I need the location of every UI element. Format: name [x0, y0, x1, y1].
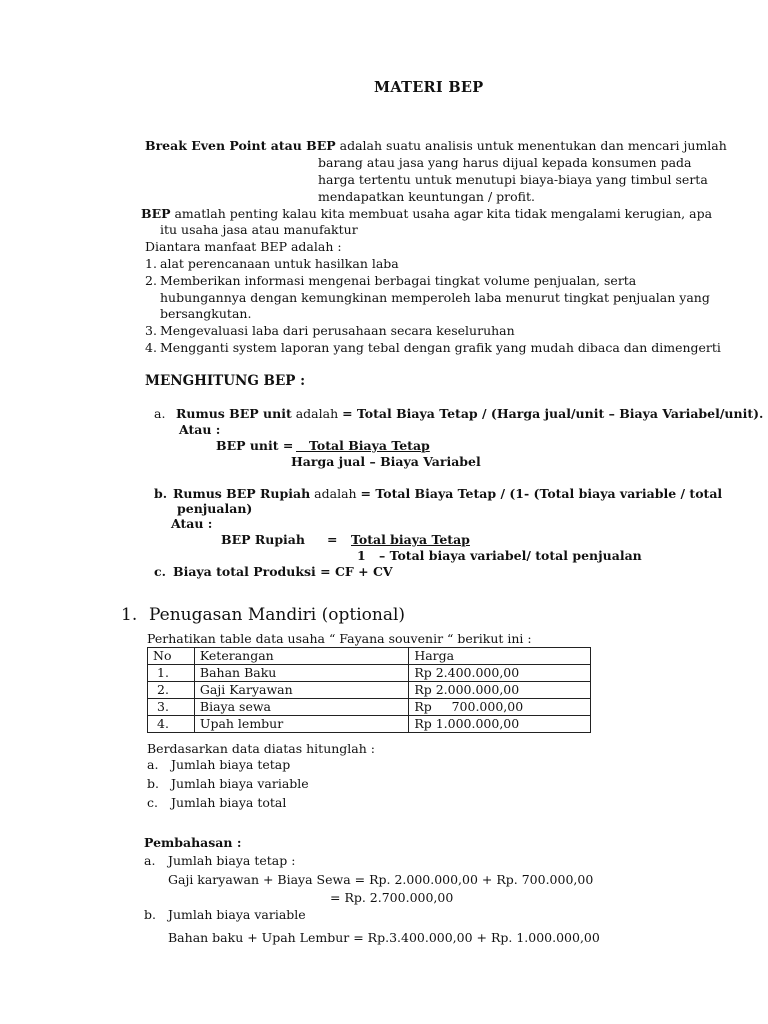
section-1-intro: Perhatikan table data usaha “ Fayana souvenir “ berikut ini : — [147, 631, 532, 646]
formula-a-numerator: Total Biaya Tetap — [296, 438, 430, 453]
task-a-marker: a. — [147, 757, 159, 772]
formula-a-denominator: Harga jual – Biaya Variabel — [291, 454, 481, 469]
table-cell: Gaji Karyawan — [194, 682, 408, 699]
table-row — [148, 665, 591, 682]
section-1-heading: Penugasan Mandiri (optional) — [149, 605, 406, 625]
pembahasan-a-title: Jumlah biaya tetap : — [168, 853, 296, 868]
page-title: MATERI BEP — [374, 79, 484, 96]
formula-c-text: Biaya total Produksi = CF + CV — [173, 564, 393, 579]
formula-b-marker: b. — [154, 486, 168, 501]
table-header-cell: Keterangan — [194, 648, 408, 665]
pembahasan-b-line-1: Bahan baku + Upah Lembur = Rp.3.400.000,00 + Rp. 1.000.000,00 — [168, 930, 600, 945]
table-cell: 3. — [148, 699, 195, 716]
table-cell: Rp 2.400.000,00 — [409, 665, 591, 682]
definition-line-2: barang atau jasa yang harus dijual kepada konsumen pada — [318, 155, 692, 170]
menghitung-heading: MENGHITUNG BEP : — [145, 373, 306, 389]
benefit-2-text-line-3: bersangkutan. — [160, 306, 252, 321]
table-row — [148, 716, 591, 733]
table-cell: 2. — [148, 682, 195, 699]
task-b-marker: b. — [147, 776, 159, 791]
benefits-intro: Diantara manfaat BEP adalah : — [145, 239, 342, 254]
data-table — [147, 647, 591, 733]
task-b-text: Jumlah biaya variable — [171, 776, 309, 791]
table-row — [148, 682, 591, 699]
benefit-4-text: Mengganti system laporan yang tebal dengan grafik yang mudah dibaca dan dimengerti — [160, 340, 721, 355]
table-cell: Biaya sewa — [194, 699, 408, 716]
benefit-2-number: 2. — [145, 273, 157, 288]
formula-b-lhs: BEP Rupiah — [221, 532, 305, 547]
table-cell: Rp 2.000.000,00 — [409, 682, 591, 699]
table-header-cell: No — [148, 648, 195, 665]
formula-a-marker: a. — [154, 406, 166, 421]
formula-b-numerator: Total biaya Tetap — [351, 532, 470, 547]
pembahasan-a-marker: a. — [144, 853, 156, 868]
formula-b-atau: Atau : — [171, 516, 213, 531]
definition-line-4: mendapatkan keuntungan / profit. — [318, 189, 535, 204]
benefit-2-text-line-2: hubungannya dengan kemungkinan memperoleh laba menurut tingkat penjualan yang — [160, 290, 710, 305]
section-1-after-table: Berdasarkan data diatas hitunglah : — [147, 741, 375, 756]
pembahasan-a-line-2: = Rp. 2.700.000,00 — [330, 890, 454, 905]
table-cell: Rp 700.000,00 — [409, 699, 591, 716]
table-cell: Bahan Baku — [194, 665, 408, 682]
importance-line-2: itu usaha jasa atau manufaktur — [160, 222, 358, 237]
table-header-cell: Harga — [409, 648, 591, 665]
table-cell: Rp 1.000.000,00 — [409, 716, 591, 733]
benefit-2-text-line-1: Memberikan informasi mengenai berbagai tingkat volume penjualan, serta — [160, 273, 637, 288]
definition-line-3: harga tertentu untuk menutupi biaya-biaya yang timbul serta — [318, 172, 708, 187]
benefit-1-text: alat perencanaan untuk hasilkan laba — [160, 256, 399, 271]
formula-a-line: Rumus BEP unit adalah = Total Biaya Tetap / (Harga jual/unit – Biaya Variabel/unit). — [176, 406, 764, 421]
formula-a-atau: Atau : — [179, 422, 221, 437]
formula-a-term: Rumus BEP unit — [176, 406, 292, 421]
formula-a-definition: = Total Biaya Tetap / (Harga jual/unit – Biaya Variabel/unit). — [342, 406, 764, 421]
table-cell: 4. — [148, 716, 195, 733]
formula-b-one: 1 — [357, 548, 366, 563]
section-1-number: 1. — [121, 605, 138, 625]
task-a-text: Jumlah biaya tetap — [171, 757, 291, 772]
formula-b-definition-line-2: penjualan) — [177, 501, 253, 516]
benefit-3-number: 3. — [145, 323, 157, 338]
benefit-1-number: 1. — [145, 256, 157, 271]
table-header-row — [148, 648, 591, 665]
pembahasan-a-line-1: Gaji karyawan + Biaya Sewa = Rp. 2.000.000,00 + Rp. 700.000,00 — [168, 872, 594, 887]
pembahasan-b-title: Jumlah biaya variable — [168, 907, 306, 922]
formula-b-equals: = — [327, 532, 338, 547]
formula-b-denominator: – Total biaya variabel/ total penjualan — [379, 548, 642, 563]
formula-b-definition: = Total Biaya Tetap / (1- (Total biaya variable / total — [360, 486, 723, 501]
importance-term: BEP — [141, 206, 171, 221]
benefit-4-number: 4. — [145, 340, 157, 355]
definition-line-1: Break Even Point atau BEP adalah suatu analisis untuk menentukan dan mencari jumlah — [145, 138, 727, 153]
task-c-text: Jumlah biaya total — [171, 795, 287, 810]
formula-a-lhs: BEP unit = — [216, 438, 294, 453]
importance-line-1: BEP amatlah penting kalau kita membuat usaha agar kita tidak mengalami kerugian, apa — [141, 206, 713, 221]
formula-c-marker: c. — [154, 564, 166, 579]
benefit-3-text: Mengevaluasi laba dari perusahaan secara keseluruhan — [160, 323, 515, 338]
task-c-marker: c. — [147, 795, 158, 810]
pembahasan-heading: Pembahasan : — [144, 835, 242, 850]
table-cell: 1. — [148, 665, 195, 682]
pembahasan-b-marker: b. — [144, 907, 156, 922]
formula-b-line: Rumus BEP Rupiah adalah = Total Biaya Tetap / (1- (Total biaya variable / total — [173, 486, 723, 501]
table-row — [148, 699, 591, 716]
definition-term: Break Even Point atau BEP — [145, 138, 336, 153]
table-cell: Upah lembur — [194, 716, 408, 733]
formula-b-term: Rumus BEP Rupiah — [173, 486, 311, 501]
